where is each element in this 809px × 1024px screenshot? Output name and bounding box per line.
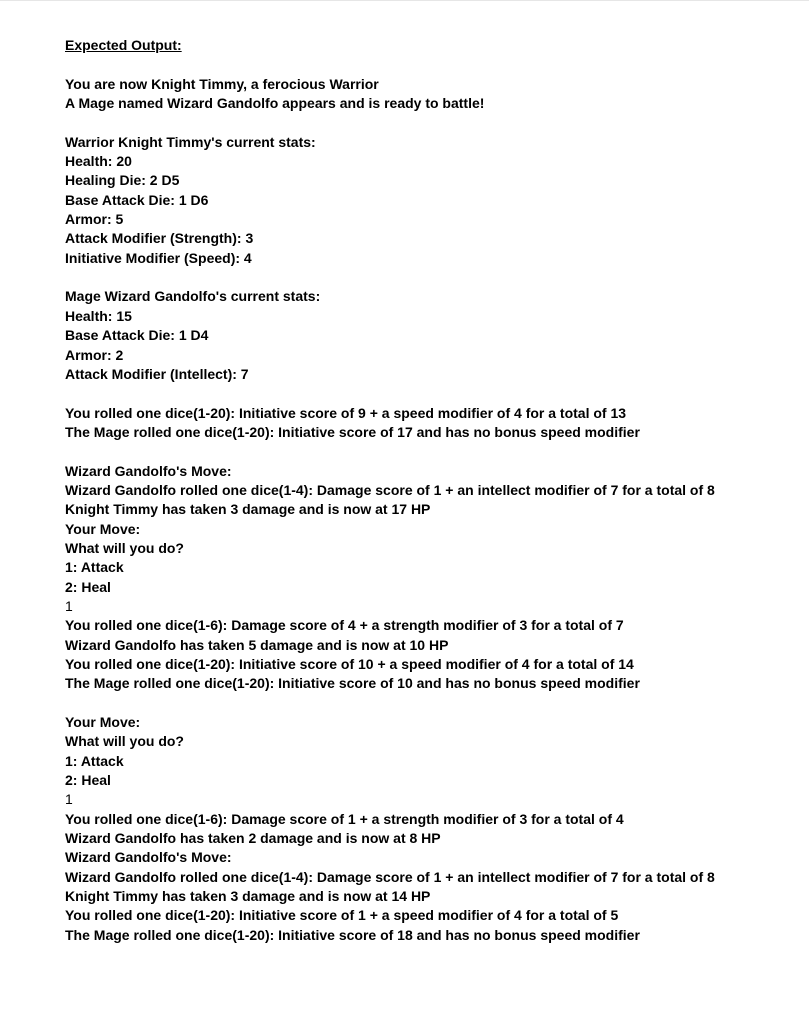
spacer xyxy=(65,268,795,287)
spacer xyxy=(65,55,795,74)
initiative-line: The Mage rolled one dice(1-20): Initiative score of 17 and has no bonus speed modifier xyxy=(65,423,640,440)
result-line: The Mage rolled one dice(1-20): Initiative score of 10 and has no bonus speed modifier xyxy=(65,675,640,692)
your-move-label: Your Move: xyxy=(65,714,141,731)
warrior-stat-line: Healing Die: 2 D5 xyxy=(65,172,180,189)
mage-move-label: Wizard Gandolfo's Move: xyxy=(65,462,232,479)
initiative-line: The Mage rolled one dice(1-20): Initiative score of 18 and has no bonus speed modifier xyxy=(65,926,640,943)
spacer xyxy=(65,384,795,403)
round-2-block xyxy=(65,713,795,945)
damage-taken-line: Knight Timmy has taken 3 damage and is now at 14 HP xyxy=(65,888,431,905)
page-top-border xyxy=(0,0,809,1)
mage-stat-line: Health: 15 xyxy=(65,307,132,324)
intro-line: A Mage named Wizard Gandolfo appears and is ready to battle! xyxy=(65,95,485,112)
mage-stats-block xyxy=(65,287,795,384)
initiative-block xyxy=(65,404,795,443)
warrior-stat-line: Initiative Modifier (Speed): 4 xyxy=(65,249,252,266)
user-input: 1 xyxy=(65,791,73,808)
warrior-stat-line: Base Attack Die: 1 D6 xyxy=(65,191,209,208)
warrior-stat-line: Armor: 5 xyxy=(65,211,124,228)
mage-stat-line: Armor: 2 xyxy=(65,346,124,363)
mage-stat-line: Base Attack Die: 1 D4 xyxy=(65,327,209,344)
result-line: Wizard Gandolfo has taken 2 damage and is now at 8 HP xyxy=(65,830,441,847)
user-input: 1 xyxy=(65,597,73,614)
mage-attack-line: Wizard Gandolfo rolled one dice(1-4): Damage score of 1 + an intellect modifier of 7 for a total of 8 xyxy=(65,868,715,885)
mage-attack-line: Wizard Gandolfo rolled one dice(1-4): Damage score of 1 + an intellect modifier of 7 for a total of 8 xyxy=(65,481,715,498)
intro-block xyxy=(65,75,795,114)
result-line: Wizard Gandolfo has taken 5 damage and is now at 10 HP xyxy=(65,636,449,653)
intro-line: You are now Knight Timmy, a ferocious Warrior xyxy=(65,75,379,92)
warrior-stats-block xyxy=(65,133,795,268)
result-line: You rolled one dice(1-20): Initiative score of 10 + a speed modifier of 4 for a total of 14 xyxy=(65,656,634,672)
spacer xyxy=(65,113,795,132)
option-heal: 2: Heal xyxy=(65,772,111,789)
prompt-line: What will you do? xyxy=(65,539,184,556)
option-attack: 1: Attack xyxy=(65,752,124,769)
expected-output-heading: Expected Output: xyxy=(65,37,182,53)
your-move-label: Your Move: xyxy=(65,520,141,537)
result-line: You rolled one dice(1-6): Damage score of 4 + a strength modifier of 3 for a total of 7 xyxy=(65,617,624,634)
mage-stat-line: Attack Modifier (Intellect): 7 xyxy=(65,365,249,382)
damage-taken-line: Knight Timmy has taken 3 damage and is now at 17 HP xyxy=(65,501,431,518)
warrior-stat-line: Health: 20 xyxy=(65,153,132,170)
spacer xyxy=(65,442,795,461)
document-body xyxy=(65,36,795,945)
result-line: You rolled one dice(1-6): Damage score of 1 + a strength modifier of 3 for a total of 4 xyxy=(65,810,624,827)
mage-move-label: Wizard Gandolfo's Move: xyxy=(65,849,232,866)
option-attack: 1: Attack xyxy=(65,559,124,576)
spacer xyxy=(65,694,795,713)
prompt-line: What will you do? xyxy=(65,733,184,750)
round-1-block xyxy=(65,462,795,694)
warrior-stats-title: Warrior Knight Timmy's current stats: xyxy=(65,133,316,150)
option-heal: 2: Heal xyxy=(65,578,111,595)
warrior-stat-line: Attack Modifier (Strength): 3 xyxy=(65,230,254,247)
initiative-line: You rolled one dice(1-20): Initiative score of 9 + a speed modifier of 4 for a total of 13 xyxy=(65,404,627,421)
mage-stats-title: Mage Wizard Gandolfo's current stats: xyxy=(65,288,321,305)
initiative-line: You rolled one dice(1-20): Initiative score of 1 + a speed modifier of 4 for a total of 5 xyxy=(65,907,619,924)
